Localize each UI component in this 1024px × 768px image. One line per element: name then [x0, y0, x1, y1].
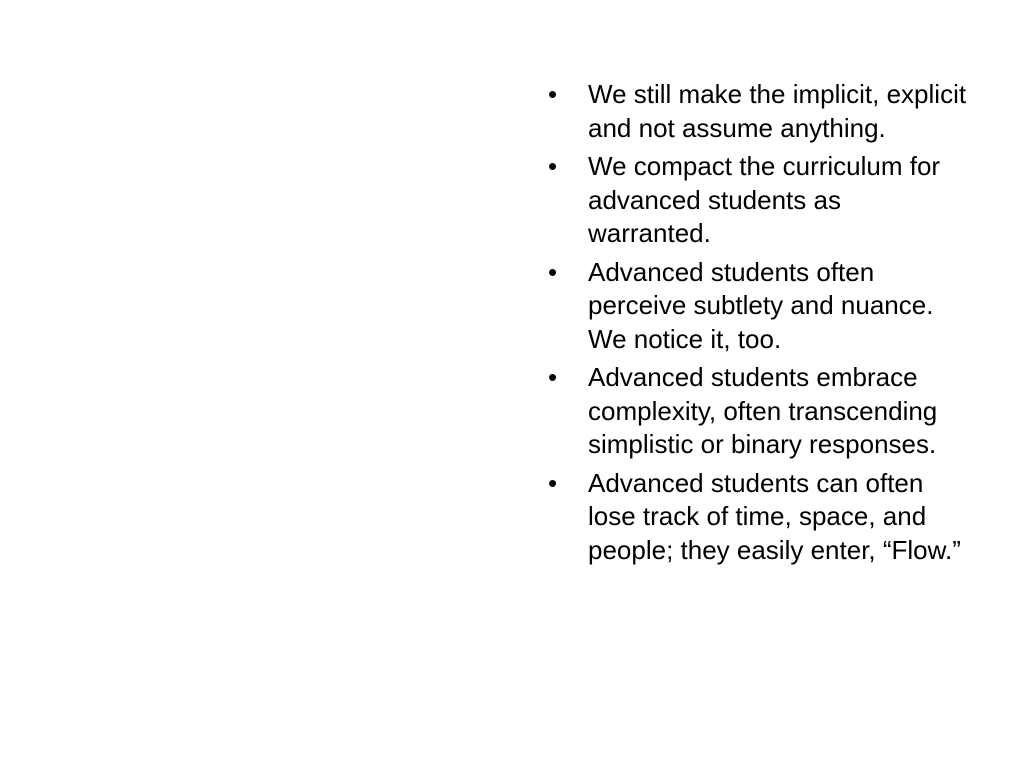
slide-body	[548, 78, 968, 572]
bullet-text: Advanced students can often lose track of time, space, and people; they easily enter, “Flow.”	[588, 467, 961, 565]
bullet-item	[548, 467, 968, 568]
bullet-marker-icon: •	[548, 79, 558, 109]
bullet-item	[548, 78, 968, 145]
bullet-marker-icon: •	[548, 362, 558, 392]
bullet-marker-icon: •	[548, 467, 558, 498]
bullet-item	[548, 150, 968, 251]
bullet-list	[548, 78, 968, 567]
bullet-text: We compact the curriculum for advanced students as warranted.	[588, 151, 941, 248]
bullet-marker-icon: •	[548, 256, 558, 287]
bullet-text: We still make the implicit, explicit and not assume anything.	[588, 79, 967, 143]
bullet-marker-icon: •	[548, 151, 558, 181]
bullet-item	[548, 361, 968, 462]
bullet-text: Advanced students often perceive subtlety and nuance. We notice it, too.	[588, 256, 934, 354]
bullet-item	[548, 256, 968, 357]
bullet-text: Advanced students embrace complexity, often transcending simplistic or binary responses.	[588, 362, 938, 459]
